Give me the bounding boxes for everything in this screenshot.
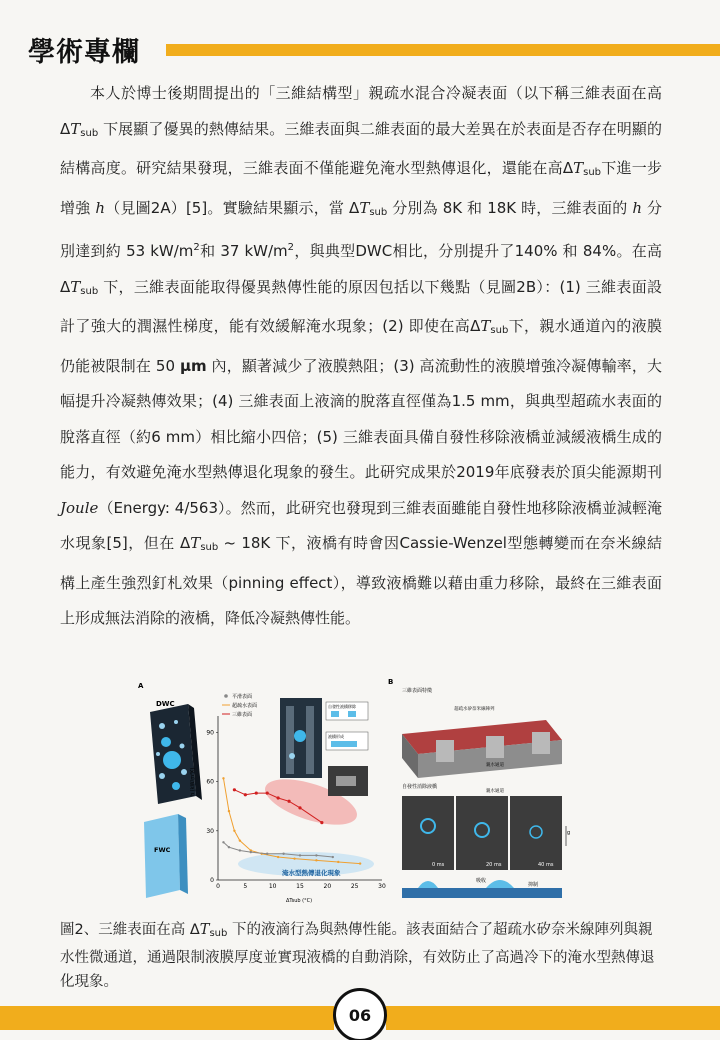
series-point [337, 861, 339, 863]
delta-t-sub: $\Delta T_{sub}$ [349, 198, 388, 218]
legend-3d-surface: 三維表面 [232, 712, 253, 718]
y-tick-label: 30 [206, 827, 214, 835]
header-accent-bar [166, 44, 720, 56]
page-header [0, 0, 720, 70]
3d-surface-illustration [402, 720, 562, 778]
chart-legend [222, 693, 257, 718]
delta-t-sub: $\Delta T_{sub}$ [470, 317, 509, 336]
time-sequence-frames [402, 796, 566, 870]
series-point [266, 791, 269, 794]
channel-label: 親水通道 [486, 763, 504, 768]
time-0: 0 ms [432, 862, 445, 868]
x-tick-label: 15 [296, 883, 304, 890]
absorb-label: 吸收 [476, 878, 487, 884]
inset-microchannel [280, 698, 322, 778]
delta-t-sub: $\Delta T_{sub}$ [189, 922, 228, 939]
series-point [299, 854, 301, 856]
y-axis-label: h (kW/m²K) [190, 767, 196, 796]
legend-smooth: 平滑表面 [232, 694, 253, 700]
series-point [250, 851, 252, 853]
suppress-label: 抑制 [528, 882, 539, 888]
series-point [315, 854, 317, 856]
series-point [228, 810, 230, 812]
delta-t-sub: $\Delta T_{sub}$ [60, 119, 99, 139]
delta-t-sub: $\Delta T_{sub}$ [60, 277, 99, 297]
y-tick-label: 90 [206, 729, 214, 737]
x-tick-label: 25 [350, 883, 359, 890]
figure-2 [136, 676, 572, 906]
x-tick-label: 10 [268, 883, 277, 890]
series-point [277, 856, 279, 858]
series-point [239, 849, 241, 851]
figure-caption: 圖2、三維表面在高 $\Delta T_{sub}$ 下的液滴行為與熱傳性能。該表面結合了超疏水矽奈米線陣列與親水性微通道，通過限制液膜厚度並實現液橋的自動消除，有效防止了高過冷下的淹水型熱傳退化現象。 [60, 922, 655, 990]
series-point [282, 853, 284, 855]
x-ticks [216, 883, 386, 890]
series-point [315, 859, 317, 861]
footer-bar-left [0, 1006, 334, 1030]
inset-bridge-panels [326, 702, 368, 796]
y-tick-label: 0 [210, 877, 214, 884]
series-point [222, 841, 224, 843]
gravity-label: g [567, 830, 571, 836]
nanowire-label: 超疏水矽奈米線陣列 [454, 707, 495, 712]
series-point [293, 857, 295, 859]
series-point [233, 788, 236, 791]
x-axis-label: ΔTsub (°C) [286, 898, 313, 904]
fwc-illustration [144, 814, 188, 898]
delta-t-sub: $\Delta T_{sub}$ [180, 534, 219, 553]
series-point [255, 791, 258, 794]
inset-spontaneous-label: 自發性液橋移除 [328, 704, 356, 709]
series-point [287, 800, 290, 803]
inset-bridge-label: 液橋形成 [328, 734, 344, 739]
series-point [320, 821, 323, 824]
series-point [277, 796, 280, 799]
x-tick-label: 5 [243, 883, 248, 890]
series-point [266, 853, 268, 855]
delta-t-sub: $\Delta T_{sub}$ [562, 159, 602, 178]
panel-b-title: 三維表面特徵 [402, 688, 433, 694]
time-40: 40 ms [538, 862, 554, 868]
section-title: 學術專欄 [28, 37, 140, 68]
fwc-label: FWC [154, 846, 171, 854]
series-point [332, 856, 334, 858]
series-point [233, 830, 235, 832]
series-point [244, 793, 247, 796]
series-point [228, 846, 230, 848]
series-point [298, 806, 301, 809]
x-tick-label: 0 [216, 883, 220, 890]
y-ticks [206, 729, 218, 884]
y-tick-label: 60 [206, 778, 214, 786]
series-point [359, 862, 361, 864]
footer-bar-right [386, 1006, 720, 1030]
body-paragraph: 本人於博士後期間提出的「三維結構型」親疏水混合冷凝表面（以下稱三維表面在高 $\Delta T_{sub}$ 下展顯了優異的熱傳結果。三維表面與二維表面的最大差異在於表面是否存在明顯的結構高度。研究結果發現，三維表面不僅能避免淹水型熱傳退化，還能在高$\Delta T_{sub}$下進一步增強 h（見圖2A）[5]。實驗結果顯示，當 $\Delta T_{sub}$ 分別為 8K 和 18K 時，三維表面的 h 分別達到約 53 $kW/m^2$和 37 $kW/m^2$，與典型DWC相比，分別提升了140% 和 84%。在高 $\Delta T_{sub}$ 下，三維表面能取得優異熱傳性能的原因包括以下幾點（見圖2B）：(1) 三維表面設計了強大的潤濕性梯度，能有效緩解淹水現象；(2) 即使在高$\Delta T_{sub}$下，親水通道內的液膜仍能被限制在 50 μm 內，顯著減少了液膜熱阻；(3) 高流動性的液膜增強冷凝傳輸率，大幅提升冷凝熱傳效果；(4) 三維表面上液滴的脫落直徑僅為1.5 mm，與典型超疏水表面的脫落直徑（約6 mm）相比縮小四倍；(5) 三維表面具備自發性移除液橋並減緩液橋生成的能力，有效避免淹水型熱傳退化現象的發生。此研究成果於2019年底發表於頂尖能源期刊 Joule（Energy: 4/563）。然而，此研究也發現到三維表面雖能自發性地移除液橋並減輕淹水現象[5]，但在 $\Delta T_{sub}$ ~ 18K 下，液橋有時會因Cassie-Wenzel型態轉變而在奈米線結構上產生強烈釘札效果（pinning effect），導致液橋難以藉由重力移除，最終在三維表面上形成無法消除的液橋，降低冷凝熱傳性能。 [60, 84, 662, 627]
x-tick-label: 30 [378, 883, 386, 890]
series-point [239, 839, 241, 841]
spontaneous-removal-label: 自發性消除液橋 [402, 784, 438, 790]
legend-superhydrophobic: 超疏水表面 [232, 703, 258, 709]
x-tick-label: 20 [323, 883, 332, 890]
page-number-text: 06 [348, 1005, 372, 1025]
flooding-label: 淹水型熱傳退化現象 [282, 869, 341, 877]
series-point [222, 777, 224, 779]
panel-a-label: A [138, 682, 144, 690]
dwc-label: DWC [156, 700, 175, 708]
panel-b-label: B [388, 678, 394, 686]
page-number [333, 988, 387, 1040]
figure-graphic [136, 676, 572, 906]
channel-label-2: 親水通道 [486, 789, 504, 794]
time-20: 20 ms [486, 862, 502, 868]
